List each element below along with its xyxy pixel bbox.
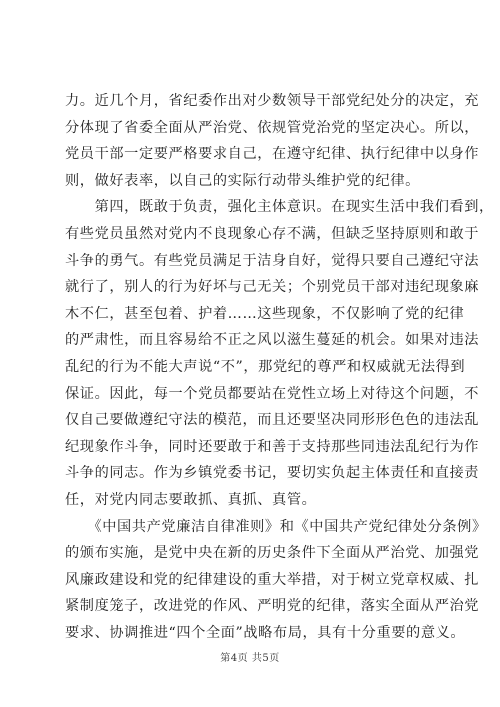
text-line: 风廉政建设和党的纪律建设的重大举措，对于树立党章权威、扎: [65, 571, 480, 588]
text-line: 任，对党内同志要敢抓、真抓、真管。: [65, 491, 317, 508]
text-line: 的严肃性，而且容易给不正之风以滋生蔓延的机会。如果对违法: [65, 332, 480, 349]
page-number-footer: 第4页 共5页: [220, 653, 280, 664]
text-line: 《中国共产党廉洁自律准则》和《中国共产党纪律处分条例》: [65, 518, 487, 535]
text-line: 斗争的同志。作为乡镇党委书记，要切实负起主体责任和直接责: [65, 465, 480, 482]
text-line: 乱纪的行为不能大声说“不”，那党纪的尊严和权威就无法得到: [65, 358, 466, 375]
text-line: 就行了，别人的行为好坏与己无关；个别党员干部对违纪现象麻: [65, 279, 480, 296]
text-line: 的颁布实施，是党中央在新的历史条件下全面从严治党、加强党: [65, 545, 480, 562]
text-line: 要求、协调推进“四个全面”战略布局，具有十分重要的意义。: [65, 624, 466, 641]
text-line: 有些党员虽然对党内不良现象心存不满，但缺乏坚持原则和敢于: [65, 225, 480, 242]
text-line: 力。近几个月，省纪委作出对少数领导干部党纪处分的决定，充: [65, 93, 480, 109]
text-line: 则，做好表率，以自己的实际行动带头维护党的纪律。: [65, 172, 420, 189]
text-line: 木不仁，甚至包着、护着……这些现象，不仅影响了党的纪律: [65, 305, 465, 322]
text-line: 第四，既敢于负责，强化主体意识。在现实生活中我们看到，: [65, 199, 494, 216]
text-line: 分体现了省委全面从严治党、依规管党治党的坚定决心。所以，: [65, 119, 480, 136]
text-line: 斗争的勇气。有些党员满足于洁身自好，觉得只要自己遵纪守法: [65, 252, 480, 269]
text-line: 纪现象作斗争，同时还要敢于和善于支持那些同违法乱纪行为作: [65, 438, 480, 455]
text-line: 保证。因此，每一个党员都要站在党性立场上对待这个问题，不: [65, 385, 480, 402]
text-line: 紧制度笼子，改进党的作风、严明党的纪律，落实全面从严治党: [65, 598, 480, 615]
document-body: [65, 88, 494, 646]
text-line: 党员干部一定要严格要求自己，在遵守纪律、执行纪律中以身作: [65, 146, 480, 163]
text-line: 仅自己要做遵纪守法的模范，而且还要坚决同形形色色的违法乱: [65, 412, 480, 429]
